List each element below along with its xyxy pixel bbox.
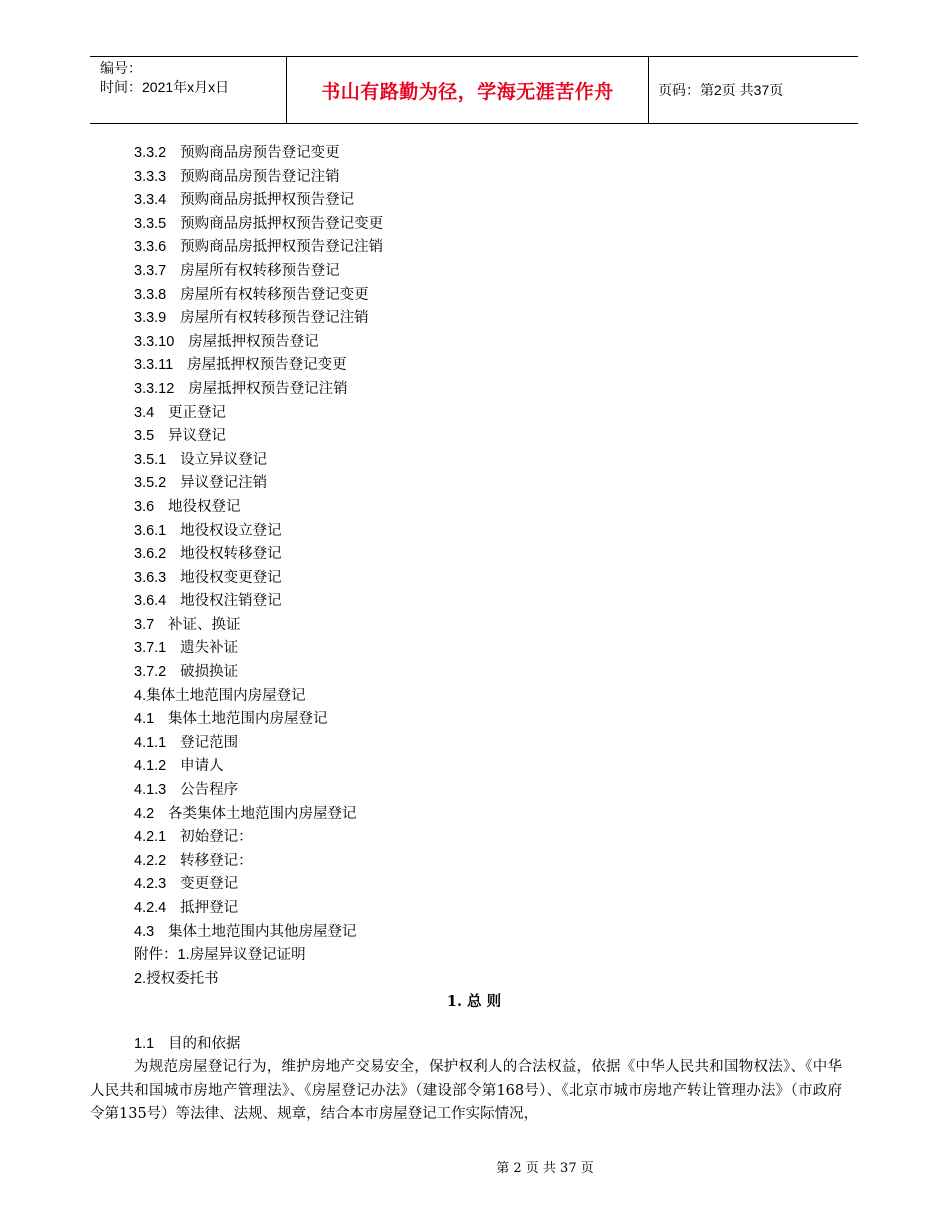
toc-item-text: 异议登记注销: [180, 475, 268, 492]
toc-item-number: 3.3.3: [134, 168, 167, 185]
toc-item-number: 4.2: [134, 805, 155, 822]
page-header: [90, 56, 858, 124]
toc-item-number: 4.2.1: [134, 829, 167, 846]
header-motto: 书山有路勤为径，学海无涯苦作舟: [321, 80, 614, 103]
toc-item: [134, 685, 834, 709]
toc-item: [134, 968, 834, 992]
toc-item: [134, 590, 834, 614]
toc-item-text: 破损换证: [180, 664, 239, 681]
toc-item-text: 房屋所有权转移预告登记变更: [180, 286, 369, 303]
toc-item-number: 4.1: [134, 711, 155, 728]
toc-item-text: 预购商品房抵押权预告登记: [180, 192, 355, 209]
toc-item: [134, 189, 834, 213]
toc-item-number: 3.7.2: [134, 664, 167, 681]
toc-item-number: 4.1.3: [134, 782, 167, 799]
toc-item: [134, 402, 834, 426]
toc-item-text: 抵押登记: [180, 900, 239, 916]
toc-item-text: 集体土地范围内其他房屋登记: [168, 923, 357, 940]
toc-item: [134, 614, 834, 638]
toc-item-number: 3.6.2: [134, 546, 167, 563]
toc-item-number: 3.7: [134, 616, 155, 633]
toc-item: [134, 708, 834, 732]
toc-item-text: 公告程序: [180, 782, 239, 799]
toc-item-number: 4.1.2: [134, 758, 167, 775]
toc-item: [134, 472, 834, 496]
toc-item-text: 地役权登记: [168, 498, 241, 515]
toc-item-number: 3.5.1: [134, 451, 167, 468]
section-title: 1. 总 则: [446, 993, 502, 1010]
toc-item: [134, 142, 834, 166]
toc-item-text: 预购商品房预告登记变更: [180, 145, 340, 161]
toc-item-text: 各类集体土地范围内房屋登记: [168, 805, 357, 822]
toc-item-number: 3.3.10: [134, 333, 175, 350]
toc-item-number: 3.3.12: [134, 380, 175, 397]
toc-item: [134, 449, 834, 473]
toc-item-number: 3.5: [134, 428, 155, 445]
header-meta: [100, 59, 229, 97]
header-time-label: 时间：2021年x月x日: [100, 79, 230, 95]
toc-item-number: 2.: [134, 970, 147, 987]
toc-item: [134, 803, 834, 827]
toc-item: [134, 826, 834, 850]
toc-item: [134, 425, 834, 449]
toc-item: [134, 779, 834, 803]
toc-item-number: 3.3.9: [134, 310, 167, 327]
toc-item-text: 设立异议登记: [180, 451, 268, 468]
header-divider-right: [648, 57, 649, 123]
toc-item: [134, 873, 834, 897]
toc-item-text: 初始登记：: [180, 829, 253, 846]
toc-item-text: 预购商品房抵押权预告登记变更: [180, 215, 384, 232]
toc-item-text: 集体土地范围内房屋登记: [168, 711, 328, 728]
toc-item-text: 房屋所有权转移预告登记注销: [180, 310, 369, 327]
toc-item-text: 补证、换证: [168, 616, 241, 633]
toc-item-text: 地役权注销登记: [180, 593, 282, 610]
toc-item-text: 转移登记：: [180, 852, 253, 869]
toc-item-text: 遗失补证: [180, 640, 239, 657]
toc-item: [134, 520, 834, 544]
toc-item-text: 房屋抵押权预告登记变更: [187, 357, 347, 374]
toc-item-text: 异议登记: [168, 428, 226, 445]
toc-item-number: 4.: [134, 687, 147, 704]
toc-item: [134, 732, 834, 756]
toc-item: [134, 543, 834, 567]
toc-item-text: 地役权变更登记: [180, 569, 282, 586]
toc-item-number: 3.5.2: [134, 475, 167, 492]
header-number-label: 编号：: [100, 60, 142, 76]
toc-item: [134, 897, 834, 921]
toc-item: [134, 921, 834, 945]
toc-item-text: 变更登记: [180, 876, 239, 893]
subsection-number: 1.1: [134, 1036, 155, 1052]
toc-item-number: 附件：1.: [134, 947, 190, 964]
toc-item: [134, 307, 834, 331]
toc-item-number: 4.3: [134, 923, 155, 940]
toc-item: [134, 236, 834, 260]
toc-item-number: 3.4: [134, 404, 155, 421]
toc-item-text: 预购商品房预告登记注销: [180, 168, 340, 185]
toc-item-text: 登记范围: [180, 734, 239, 751]
toc-item: [134, 637, 834, 661]
toc-item-number: 4.2.4: [134, 900, 167, 916]
toc-item-number: 3.7.1: [134, 640, 167, 657]
page-footer: 第 2 页 共 37 页: [496, 1161, 594, 1176]
subsection-heading: [134, 1032, 241, 1056]
toc-item-text: 申请人: [180, 758, 224, 775]
toc-item-number: 3.6.4: [134, 593, 167, 610]
toc-item-text: 地役权转移登记: [180, 546, 282, 563]
toc-item: [134, 378, 834, 402]
toc-item-number: 3.3.4: [134, 192, 167, 209]
toc-item-number: 3.3.8: [134, 286, 167, 303]
toc-item-number: 3.3.7: [134, 262, 167, 279]
toc-item: [134, 661, 834, 685]
toc-item-text: 房屋抵押权预告登记注销: [188, 380, 348, 397]
table-of-contents: [134, 142, 834, 991]
toc-item: [134, 755, 834, 779]
toc-item: [134, 213, 834, 237]
toc-item: [134, 260, 834, 284]
header-page-label: 页码：第2页 共37页: [658, 82, 784, 98]
toc-item-text: 地役权设立登记: [180, 522, 282, 539]
toc-item-number: 3.6.1: [134, 522, 167, 539]
toc-item-text: 房屋抵押权预告登记: [188, 333, 319, 350]
toc-item-number: 3.3.5: [134, 215, 167, 232]
body-paragraph: 为规范房屋登记行为，维护房地产交易安全，保护权利人的合法权益，依据《中华人民共和国物权法》、《中华人民共和国城市房地产管理法》、《房屋登记办法》（建设部令第168号）、《北京市城市房地产转让管理办法》（市政府令第135号）等法律、法规、规章，结合本市房屋登记工作实际情况，: [90, 1059, 842, 1122]
toc-item-text: 授权委托书: [146, 970, 219, 987]
toc-item-number: 4.1.1: [134, 734, 167, 751]
subsection-text: 目的和依据: [168, 1036, 241, 1052]
toc-item-number: 3.3.2: [134, 145, 167, 161]
toc-item-number: 4.2.3: [134, 876, 167, 893]
toc-item: [134, 850, 834, 874]
toc-item: [134, 354, 834, 378]
toc-item: [134, 567, 834, 591]
toc-item-text: 房屋所有权转移预告登记: [180, 262, 340, 279]
toc-item-number: 3.6: [134, 498, 155, 515]
toc-item-text: 集体土地范围内房屋登记: [146, 687, 306, 704]
toc-item: [134, 166, 834, 190]
toc-item-number: 3.3.6: [134, 239, 167, 256]
toc-item-number: 3.3.11: [134, 357, 174, 374]
toc-item: [134, 496, 834, 520]
toc-item-number: 3.6.3: [134, 569, 167, 586]
toc-item: [134, 284, 834, 308]
toc-item-text: 更正登记: [168, 404, 226, 421]
toc-item-text: 房屋异议登记证明: [189, 947, 306, 964]
toc-item: [134, 944, 834, 968]
toc-item-number: 4.2.2: [134, 852, 167, 869]
toc-item: [134, 331, 834, 355]
toc-item-text: 预购商品房抵押权预告登记注销: [180, 239, 384, 256]
